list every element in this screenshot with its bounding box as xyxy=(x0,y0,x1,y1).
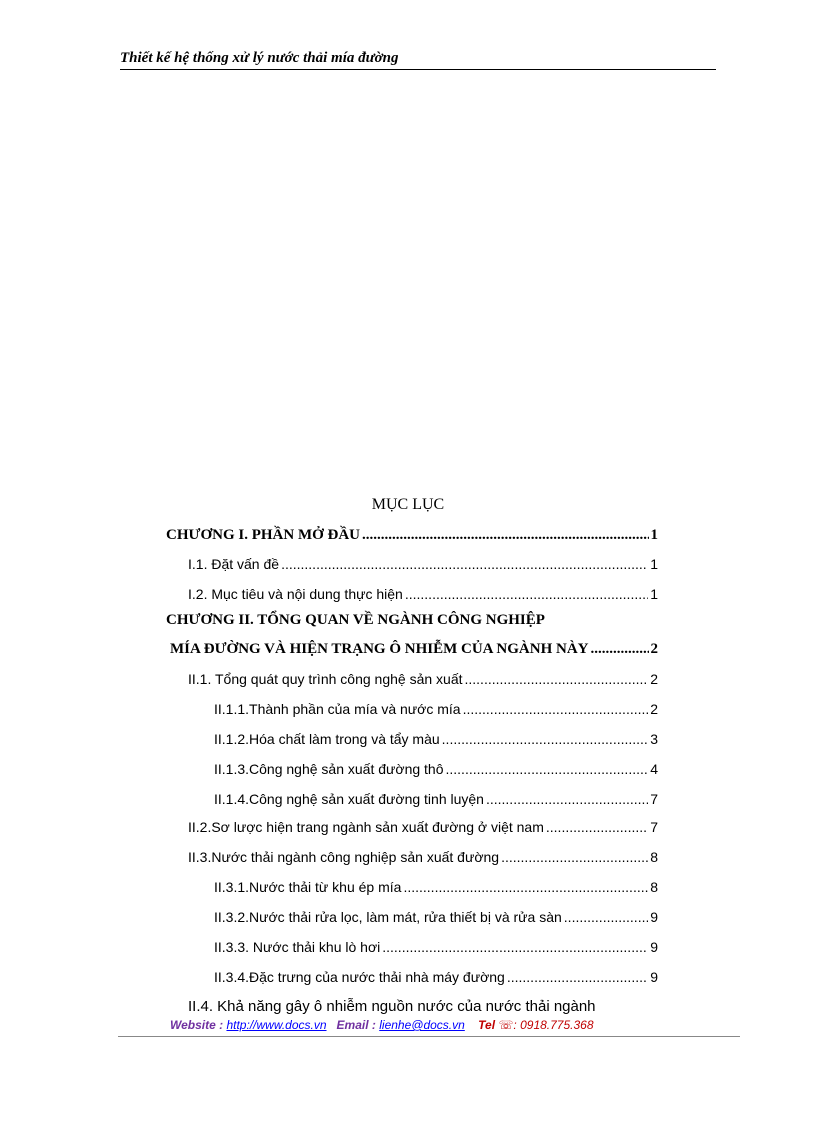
toc-entry-label: II.3.4.Đặc trưng của nước thải nhà máy đường xyxy=(214,969,505,985)
toc-leader-dots xyxy=(591,641,649,658)
toc-leader-dots xyxy=(501,849,648,865)
website-label: Website : xyxy=(170,1018,224,1032)
toc-entry-2-1-4[interactable] xyxy=(214,791,658,811)
website-link[interactable]: http://www.docs.vn xyxy=(226,1018,327,1032)
toc-entry-2-2[interactable] xyxy=(188,819,658,839)
toc-entry-label: II.1.1.Thành phần của mía và nước mía xyxy=(214,701,461,717)
toc-entry-label: II.3.Nước thải ngành công nghiệp sản xuất đường xyxy=(188,849,500,865)
toc-leader-dots xyxy=(382,939,648,955)
toc-leader-dots xyxy=(465,671,649,687)
toc-entry-page: 9 xyxy=(650,939,658,955)
toc-entry-2-1[interactable] xyxy=(188,671,658,691)
toc-entry-2-3-3[interactable] xyxy=(214,939,658,959)
toc-entry-2-1-1[interactable] xyxy=(214,701,658,721)
toc-entry-2-3[interactable] xyxy=(188,849,658,869)
toc-entry-label: II.1.2.Hóa chất làm trong và tẩy màu xyxy=(214,731,440,747)
toc-leader-dots xyxy=(446,761,649,777)
email-label: Email : xyxy=(336,1018,376,1032)
email-link[interactable]: lienhe@docs.vn xyxy=(379,1018,465,1032)
toc-leader-dots xyxy=(442,731,649,747)
toc-leader-dots xyxy=(281,556,648,572)
toc-leader-dots xyxy=(362,527,648,544)
tel-number: : 0918.775.368 xyxy=(513,1018,594,1032)
header-title: Thiết kế hệ thống xử lý nước thải mía đường xyxy=(120,50,399,66)
toc-entry-label: II.1. Tổng quát quy trình công nghệ sản xuất xyxy=(188,671,463,687)
toc-leader-dots xyxy=(546,819,648,835)
toc-entry-page: 7 xyxy=(650,791,658,807)
toc-entry-label: II.1.3.Công nghệ sản xuất đường thô xyxy=(214,761,444,777)
toc-entry-label: II.3.3. Nước thải khu lò hơi xyxy=(214,939,381,955)
toc-entry-page: 1 xyxy=(650,586,658,602)
toc-entry-2-3-4[interactable] xyxy=(214,969,658,989)
toc-entry-label: CHƯƠNG I. PHẦN MỞ ĐẦU xyxy=(166,527,361,543)
toc-entry-page: 2 xyxy=(650,671,658,687)
toc-entry-page: 8 xyxy=(650,849,658,865)
tel-label: Tel xyxy=(478,1018,496,1032)
toc-leader-dots xyxy=(463,701,649,717)
toc-entry-page: 7 xyxy=(650,819,658,835)
toc-entry-page: 9 xyxy=(650,969,658,985)
toc-entry-label: I.2. Mục tiêu và nội dung thực hiện xyxy=(188,586,403,602)
footer-divider xyxy=(118,1036,740,1037)
toc-entry-chapter-1[interactable] xyxy=(166,527,658,547)
toc-entry-2-3-2[interactable] xyxy=(214,909,658,929)
toc-entry-page: 8 xyxy=(650,879,658,895)
toc-leader-dots xyxy=(486,791,648,807)
toc-title: MỤC LỤC xyxy=(371,496,445,513)
toc-entry-page: 2 xyxy=(650,641,658,657)
toc-entry-page: 3 xyxy=(650,731,658,747)
toc-entry-label: I.1. Đặt vấn đề xyxy=(188,556,280,572)
toc-entry-label: II.3.1.Nước thải từ khu ép mía xyxy=(214,879,402,895)
toc-entry-label: MÍA ĐƯỜNG VÀ HIỆN TRẠNG Ô NHIỄM CỦA NGÀNH NÀY xyxy=(170,641,589,657)
page-footer xyxy=(170,1018,594,1032)
toc-entry-chapter-2[interactable] xyxy=(170,641,658,661)
toc-leader-dots xyxy=(403,879,648,895)
toc-entry-page: 1 xyxy=(650,527,658,543)
toc-entry-1-2[interactable] xyxy=(188,586,658,606)
toc-entry-page: 4 xyxy=(650,761,658,777)
toc-entry-2-4[interactable]: II.4. Khả năng gây ô nhiễm nguồn nước của nước thải ngành xyxy=(188,998,596,1015)
telephone-icon: ☏ xyxy=(498,1018,514,1032)
toc-entry-page: 1 xyxy=(650,556,658,572)
toc-entry-label: II.3.2.Nước thải rửa lọc, làm mát, rửa thiết bị và rửa sàn xyxy=(214,909,562,925)
toc-leader-dots xyxy=(405,586,648,602)
toc-entry-label: II.2.Sơ lược hiện trang ngành sản xuất đường ở việt nam xyxy=(188,819,544,835)
toc-leader-dots xyxy=(507,969,648,985)
toc-entry-1-1[interactable] xyxy=(188,556,658,576)
toc-entry-2-3-1[interactable] xyxy=(214,879,658,899)
page-header xyxy=(120,49,716,70)
toc-entry-label: II.1.4.Công nghệ sản xuất đường tinh luyện xyxy=(214,791,484,807)
toc-entry-2-1-2[interactable] xyxy=(214,731,658,751)
toc-entry-page: 9 xyxy=(650,909,658,925)
toc-entry-chapter-2-line1[interactable]: CHƯƠNG II. TỔNG QUAN VỀ NGÀNH CÔNG NGHIỆP xyxy=(166,612,545,628)
toc-entry-2-1-3[interactable] xyxy=(214,761,658,781)
toc-entry-page: 2 xyxy=(650,701,658,717)
toc-leader-dots xyxy=(564,909,648,925)
